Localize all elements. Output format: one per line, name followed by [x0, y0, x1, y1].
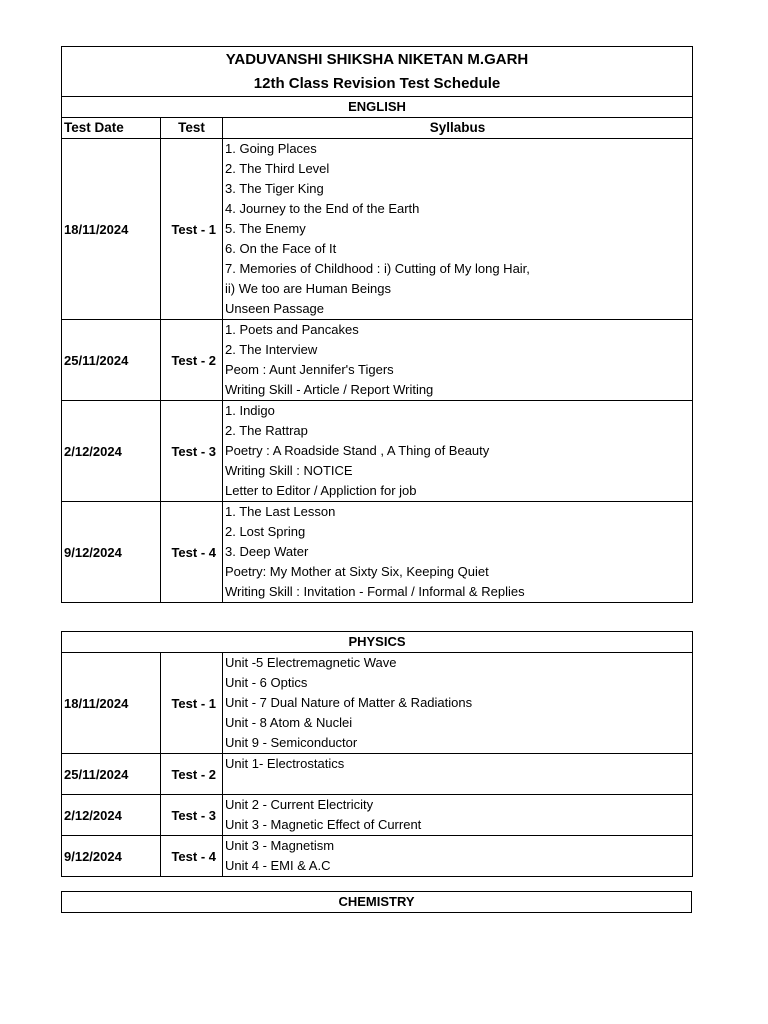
syllabus-line: Peom : Aunt Jennifer's Tigers [225, 362, 394, 377]
syllabus-line: 1. The Last Lesson [225, 504, 336, 519]
column-header-row [62, 118, 693, 139]
chemistry-subject-row [62, 892, 692, 913]
english-subject-row [62, 97, 693, 118]
syllabus-line: 4. Journey to the End of the Earth [225, 201, 420, 216]
syllabus-line: Letter to Editor / Appliction for job [225, 483, 417, 498]
test-date: 9/12/2024 [62, 836, 161, 877]
test-number: Test - 1 [161, 653, 223, 754]
schedule-row [62, 401, 693, 502]
syllabus-line: 1. Poets and Pancakes [225, 322, 359, 337]
syllabus-line: Poetry : A Roadside Stand , A Thing of Beauty [225, 443, 490, 458]
syllabus-line: 2. Lost Spring [225, 524, 306, 539]
syllabus-line: ii) We too are Human Beings [225, 281, 391, 296]
syllabus-line: Unit - 8 Atom & Nuclei [225, 715, 353, 730]
syllabus-line: 3. Deep Water [225, 544, 309, 559]
english-subject-heading: ENGLISH [62, 97, 693, 118]
syllabus-line: 1. Going Places [225, 141, 317, 156]
test-date: 2/12/2024 [62, 401, 161, 502]
physics-rows [62, 653, 693, 877]
syllabus-line: Unit 4 - EMI & A.C [225, 858, 331, 873]
syllabus-line: 7. Memories of Childhood : i) Cutting of My long Hair, [225, 261, 530, 276]
english-table [61, 46, 693, 603]
syllabus-cell [223, 320, 693, 401]
syllabus-line: Writing Skill - Article / Report Writing [225, 382, 434, 397]
schedule-row [62, 836, 693, 877]
physics-subject-row [62, 632, 693, 653]
column-header-date: Test Date [62, 118, 161, 139]
test-number: Test - 1 [161, 139, 223, 320]
syllabus-line: Unit 3 - Magnetism [225, 838, 335, 853]
syllabus-line: Unit 3 - Magnetic Effect of Current [225, 817, 422, 832]
syllabus-line: Unit 9 - Semiconductor [225, 735, 358, 750]
syllabus-cell [223, 836, 693, 877]
header-row [62, 47, 693, 97]
syllabus-line: 3. The Tiger King [225, 181, 324, 196]
syllabus-cell [223, 139, 693, 320]
english-sheet [61, 46, 692, 603]
syllabus-cell [223, 401, 693, 502]
syllabus-line: Unit 1- Electrostatics [225, 756, 345, 771]
test-number: Test - 4 [161, 836, 223, 877]
test-date: 18/11/2024 [62, 653, 161, 754]
syllabus-line [225, 774, 692, 794]
syllabus-line: 1. Indigo [225, 403, 275, 418]
schedule-row [62, 795, 693, 836]
test-date: 18/11/2024 [62, 139, 161, 320]
test-number: Test - 2 [161, 754, 223, 795]
test-number: Test - 2 [161, 320, 223, 401]
test-number: Test - 3 [161, 401, 223, 502]
schedule-row [62, 754, 693, 795]
test-date: 25/11/2024 [62, 320, 161, 401]
test-date: 9/12/2024 [62, 502, 161, 603]
chemistry-sheet [61, 891, 692, 913]
test-number: Test - 4 [161, 502, 223, 603]
syllabus-line: Writing Skill : NOTICE [225, 463, 353, 478]
chemistry-subject-heading: CHEMISTRY [62, 892, 692, 913]
syllabus-line: Unit 2 - Current Electricity [225, 797, 374, 812]
physics-table [61, 631, 693, 877]
syllabus-line: 2. The Rattrap [225, 423, 308, 438]
syllabus-line: Unit - 6 Optics [225, 675, 308, 690]
syllabus-line: Writing Skill : Invitation - Formal / Informal & Replies [225, 584, 525, 599]
schedule-title: 12th Class Revision Test Schedule [253, 74, 501, 92]
schedule-row [62, 320, 693, 401]
syllabus-cell [223, 502, 693, 603]
school-name: YADUVANSHI SHIKSHA NIKETAN M.GARH [225, 50, 529, 68]
header-cell [62, 47, 693, 97]
syllabus-line: Unit -5 Electremagnetic Wave [225, 655, 397, 670]
syllabus-cell [223, 795, 693, 836]
physics-sheet [61, 631, 692, 877]
column-header-test: Test [161, 118, 223, 139]
syllabus-line: Unseen Passage [225, 301, 325, 316]
schedule-row [62, 653, 693, 754]
syllabus-line: 2. The Third Level [225, 161, 330, 176]
english-rows [62, 139, 693, 603]
syllabus-cell [223, 653, 693, 754]
syllabus-line: 5. The Enemy [225, 221, 306, 236]
test-date: 2/12/2024 [62, 795, 161, 836]
syllabus-line: Poetry: My Mother at Sixty Six, Keeping Quiet [225, 564, 489, 579]
column-header-syllabus: Syllabus [223, 118, 693, 139]
schedule-row [62, 139, 693, 320]
test-date: 25/11/2024 [62, 754, 161, 795]
physics-subject-heading: PHYSICS [62, 632, 693, 653]
syllabus-line: Unit - 7 Dual Nature of Matter & Radiations [225, 695, 473, 710]
chemistry-table [61, 891, 692, 913]
syllabus-line: 2. The Interview [225, 342, 318, 357]
syllabus-cell [223, 754, 693, 795]
syllabus-line: 6. On the Face of It [225, 241, 337, 256]
schedule-row [62, 502, 693, 603]
test-number: Test - 3 [161, 795, 223, 836]
